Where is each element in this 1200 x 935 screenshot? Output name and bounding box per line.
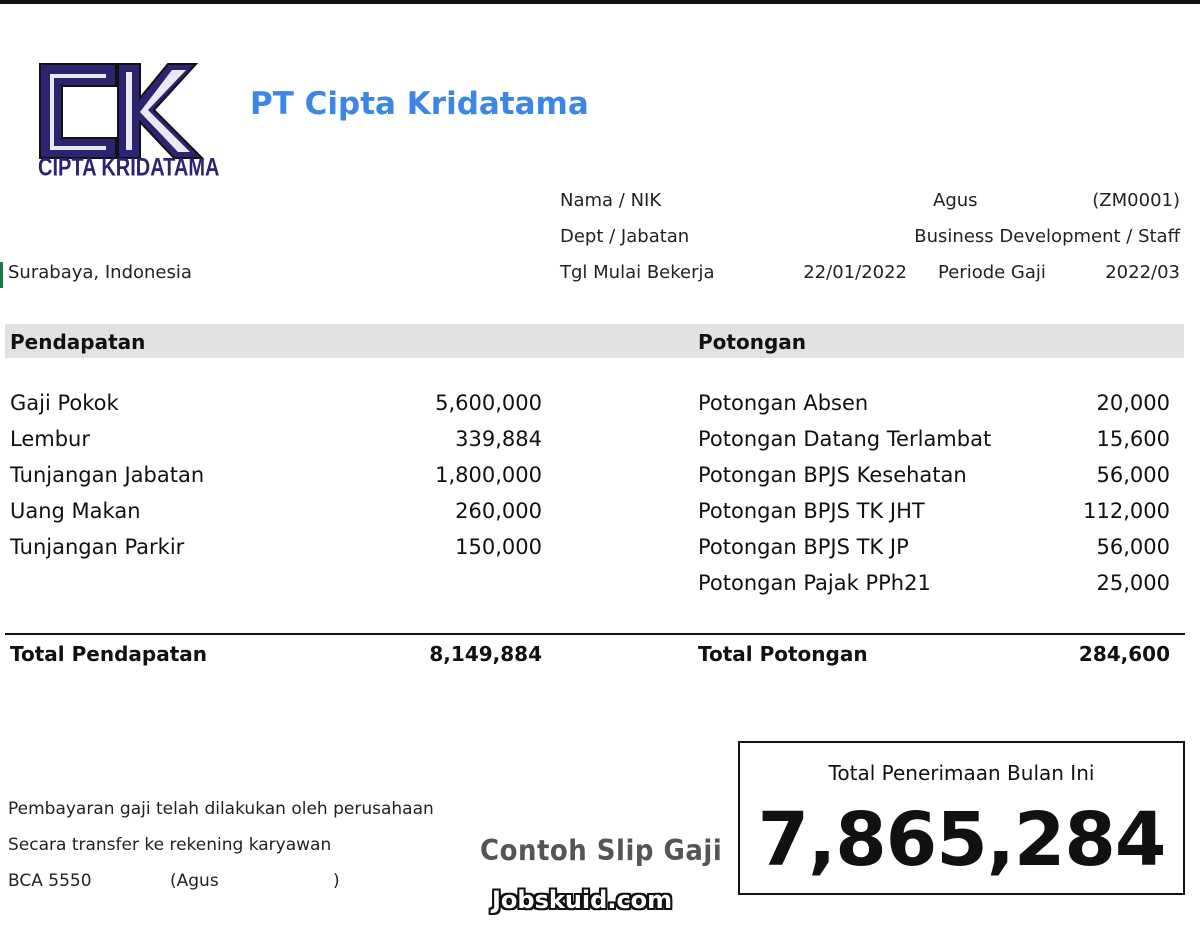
nama-value: Agus xyxy=(933,190,978,211)
dept-label: Dept / Jabatan xyxy=(560,226,690,247)
nama-label: Nama / NIK xyxy=(560,190,662,211)
potongan-item-label: Potongan Datang Terlambat xyxy=(698,427,992,451)
pendapatan-item-value: 5,600,000 xyxy=(435,391,542,415)
net-pay-box xyxy=(738,741,1185,895)
potongan-item-value: 25,000 xyxy=(1096,571,1170,595)
potongan-title: Potongan xyxy=(698,330,806,354)
account-close: ) xyxy=(333,871,340,891)
pendapatan-item-value: 150,000 xyxy=(455,535,542,559)
potongan-item-label: Potongan Pajak PPh21 xyxy=(698,571,931,595)
company-location: Surabaya, Indonesia xyxy=(8,262,192,283)
mulai-value: 22/01/2022 xyxy=(803,262,907,283)
pendapatan-item-value: 339,884 xyxy=(455,427,542,451)
pendapatan-item-value: 1,800,000 xyxy=(435,463,542,487)
net-pay-amount: 7,865,284 xyxy=(757,797,1166,883)
potongan-item-value: 56,000 xyxy=(1096,535,1170,559)
cell-selection-marker xyxy=(0,262,3,288)
pendapatan-item-label: Tunjangan Parkir xyxy=(10,535,185,559)
total-potongan-label: Total Potongan xyxy=(698,642,868,666)
total-potongan-value: 284,600 xyxy=(1078,642,1170,666)
potongan-item-value: 56,000 xyxy=(1096,463,1170,487)
periode-label: Periode Gaji xyxy=(938,262,1046,283)
watermark-title: Contoh Slip Gaji xyxy=(480,834,723,868)
nik-value: (ZM0001) xyxy=(1092,190,1180,211)
periode-value: 2022/03 xyxy=(1105,262,1180,283)
potongan-item-value: 15,600 xyxy=(1096,427,1170,451)
payment-note-line1: Pembayaran gaji telah dilakukan oleh perusahaan xyxy=(8,799,434,819)
dept-value: Business Development / Staff xyxy=(914,226,1180,247)
bank-account: BCA 5550 xyxy=(8,871,92,891)
potongan-item-value: 112,000 xyxy=(1083,499,1170,523)
totals-divider xyxy=(5,633,1185,635)
potongan-item-label: Potongan Absen xyxy=(698,391,869,415)
watermark-site: Jobskuid.com xyxy=(492,886,673,914)
pendapatan-item-label: Gaji Pokok xyxy=(10,391,119,415)
potongan-item-label: Potongan BPJS Kesehatan xyxy=(698,463,967,487)
pendapatan-item-label: Lembur xyxy=(10,427,90,451)
pendapatan-item-label: Tunjangan Jabatan xyxy=(10,463,205,487)
top-border xyxy=(0,0,1200,4)
total-pendapatan-value: 8,149,884 xyxy=(429,642,542,666)
pendapatan-title: Pendapatan xyxy=(10,330,146,354)
total-pendapatan-label: Total Pendapatan xyxy=(10,642,207,666)
account-name: (Agus xyxy=(170,871,219,891)
potongan-item-value: 20,000 xyxy=(1096,391,1170,415)
section-header-band xyxy=(5,324,1184,358)
pendapatan-item-label: Uang Makan xyxy=(10,499,141,523)
logo-text: CIPTA KRIDATAMA xyxy=(38,154,220,182)
pendapatan-item-value: 260,000 xyxy=(455,499,542,523)
company-name: PT Cipta Kridatama xyxy=(250,86,589,122)
payment-note-line2: Secara transfer ke rekening karyawan xyxy=(8,835,332,855)
net-pay-label: Total Penerimaan Bulan Ini xyxy=(828,761,1095,785)
potongan-item-label: Potongan BPJS TK JP xyxy=(698,535,909,559)
mulai-label: Tgl Mulai Bekerja xyxy=(560,262,715,283)
potongan-item-label: Potongan BPJS TK JHT xyxy=(698,499,925,523)
